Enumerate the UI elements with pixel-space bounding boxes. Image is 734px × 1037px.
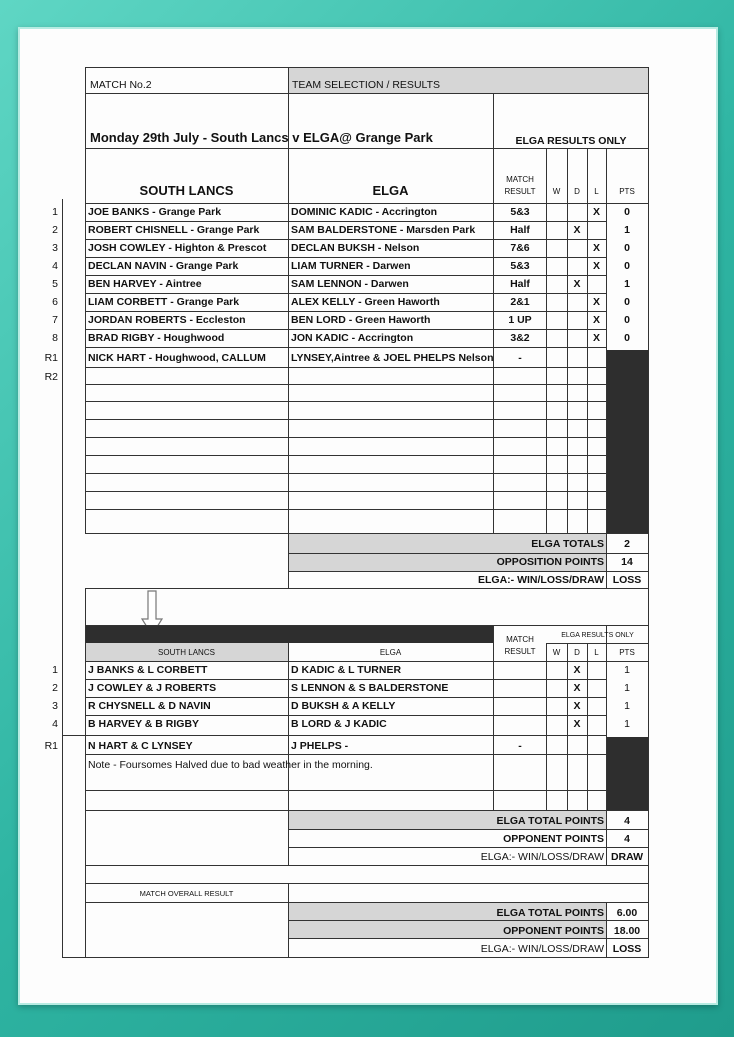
col-match: MATCH [506, 175, 534, 184]
foursomes-opponent-value: 4 [624, 833, 630, 845]
foursomes-elga-total-label: ELGA TOTAL POINTS [496, 815, 604, 827]
singles-elga-totals-value: 2 [624, 538, 630, 550]
foursomes-col-south-lancs: SOUTH LANCS [158, 648, 215, 657]
match-number: MATCH No.2 [90, 79, 152, 91]
table-row: 4 DECLAN NAVIN - Grange Park LIAM TURNER - Darwen 5&3 X 0 [52, 260, 630, 272]
foursomes-col-w: W [552, 648, 561, 657]
singles-opposition-label: OPPOSITION POINTS [496, 556, 604, 568]
col-d: D [574, 187, 580, 196]
table-row: 5 BEN HARVEY - Aintree SAM LENNON - Darwen Half X 1 [52, 278, 630, 290]
singles-elga-totals-label: ELGA TOTALS [531, 538, 604, 550]
table-row: 3 JOSH COWLEY - Highton & Prescot DECLAN BUKSH - Nelson 7&6 X 0 [52, 242, 630, 254]
col-pts: PTS [619, 187, 635, 196]
foursomes-col-pts: PTS [619, 648, 635, 657]
foursomes-col-elga: ELGA [379, 648, 402, 657]
foursomes-opponent-label: OPPONENT POINTS [503, 833, 604, 845]
fixture-title: Monday 29th July - South Lancs v ELGA@ Grange Park [90, 130, 433, 145]
foursomes-note: Note - Foursomes Halved due to bad weather in the morning. [88, 759, 373, 771]
col-w: W [552, 187, 561, 196]
foursomes-result-value: DRAW [610, 851, 644, 863]
singles-result-label: ELGA:- WIN/LOSS/DRAW [478, 574, 604, 586]
table-row-reserve: R1 NICK HART - Houghwood, CALLUM LYNSEY,Aintree & JOEL PHELPS Nelson - [44, 352, 522, 364]
table-row: 1 J BANKS & L CORBETT D KADIC & L TURNER X 1 [52, 664, 630, 676]
table-row: 3 R CHYSNELL & D NAVIN D BUKSH & A KELLY X 1 [52, 700, 630, 712]
singles-result-value: LOSS [612, 574, 642, 586]
col-south-lancs: SOUTH LANCS [139, 183, 234, 198]
overall-elga-total-label: ELGA TOTAL POINTS [496, 907, 604, 919]
table-row: 8 BRAD RIGBY - Houghwood JON KADIC - Accrington 3&2 X 0 [52, 332, 630, 344]
overall-result-label: ELGA:- WIN/LOSS/DRAW [480, 943, 604, 955]
table-row-reserve: R2 [44, 371, 58, 383]
score-sheet [18, 27, 718, 1005]
table-row: 6 LIAM CORBETT - Grange Park ALEX KELLY - Green Haworth 2&1 X 0 [52, 296, 630, 308]
overall-opponent-label: OPPONENT POINTS [503, 925, 604, 937]
match-overall-result: MATCH OVERALL RESULT [139, 889, 234, 898]
table-row: 2 J COWLEY & J ROBERTS S LENNON & S BALDERSTONE X 1 [52, 682, 630, 694]
table-row-reserve: R1 N HART & C LYNSEY J PHELPS - - [44, 740, 522, 752]
foursomes-col-result: RESULT [504, 647, 536, 656]
foursomes-result-label: ELGA:- WIN/LOSS/DRAW [480, 851, 604, 863]
results-only-heading: ELGA RESULTS ONLY [515, 135, 627, 147]
table-row: 7 JORDAN ROBERTS - Eccleston BEN LORD - Green Haworth 1 UP X 0 [52, 314, 630, 326]
singles-opposition-value: 14 [621, 556, 633, 568]
overall-opponent-value: 18.00 [613, 925, 641, 937]
table-row: 1 JOE BANKS - Grange Park DOMINIC KADIC - Accrington 5&3 X 0 [52, 206, 630, 218]
foursomes-col-d: D [574, 648, 580, 657]
foursomes-results-only: ELGA RESULTS ONLY [561, 632, 634, 639]
table-row: 4 B HARVEY & B RIGBY B LORD & J KADIC X 1 [52, 718, 630, 730]
foursomes-col-l: L [594, 648, 599, 657]
overall-elga-total-value: 6.00 [616, 907, 638, 919]
overall-result-value: LOSS [612, 943, 642, 955]
col-elga: ELGA [372, 183, 409, 198]
foursomes-bar [86, 625, 493, 643]
foursomes-col-match: MATCH [506, 635, 534, 644]
col-l: L [594, 187, 599, 196]
foursomes-elga-total-value: 4 [624, 815, 630, 827]
section-title: TEAM SELECTION / RESULTS [292, 79, 440, 91]
table-row: 2 ROBERT CHISNELL - Grange Park SAM BALDERSTONE - Marsden Park Half X 1 [52, 224, 630, 236]
col-result: RESULT [504, 187, 536, 196]
